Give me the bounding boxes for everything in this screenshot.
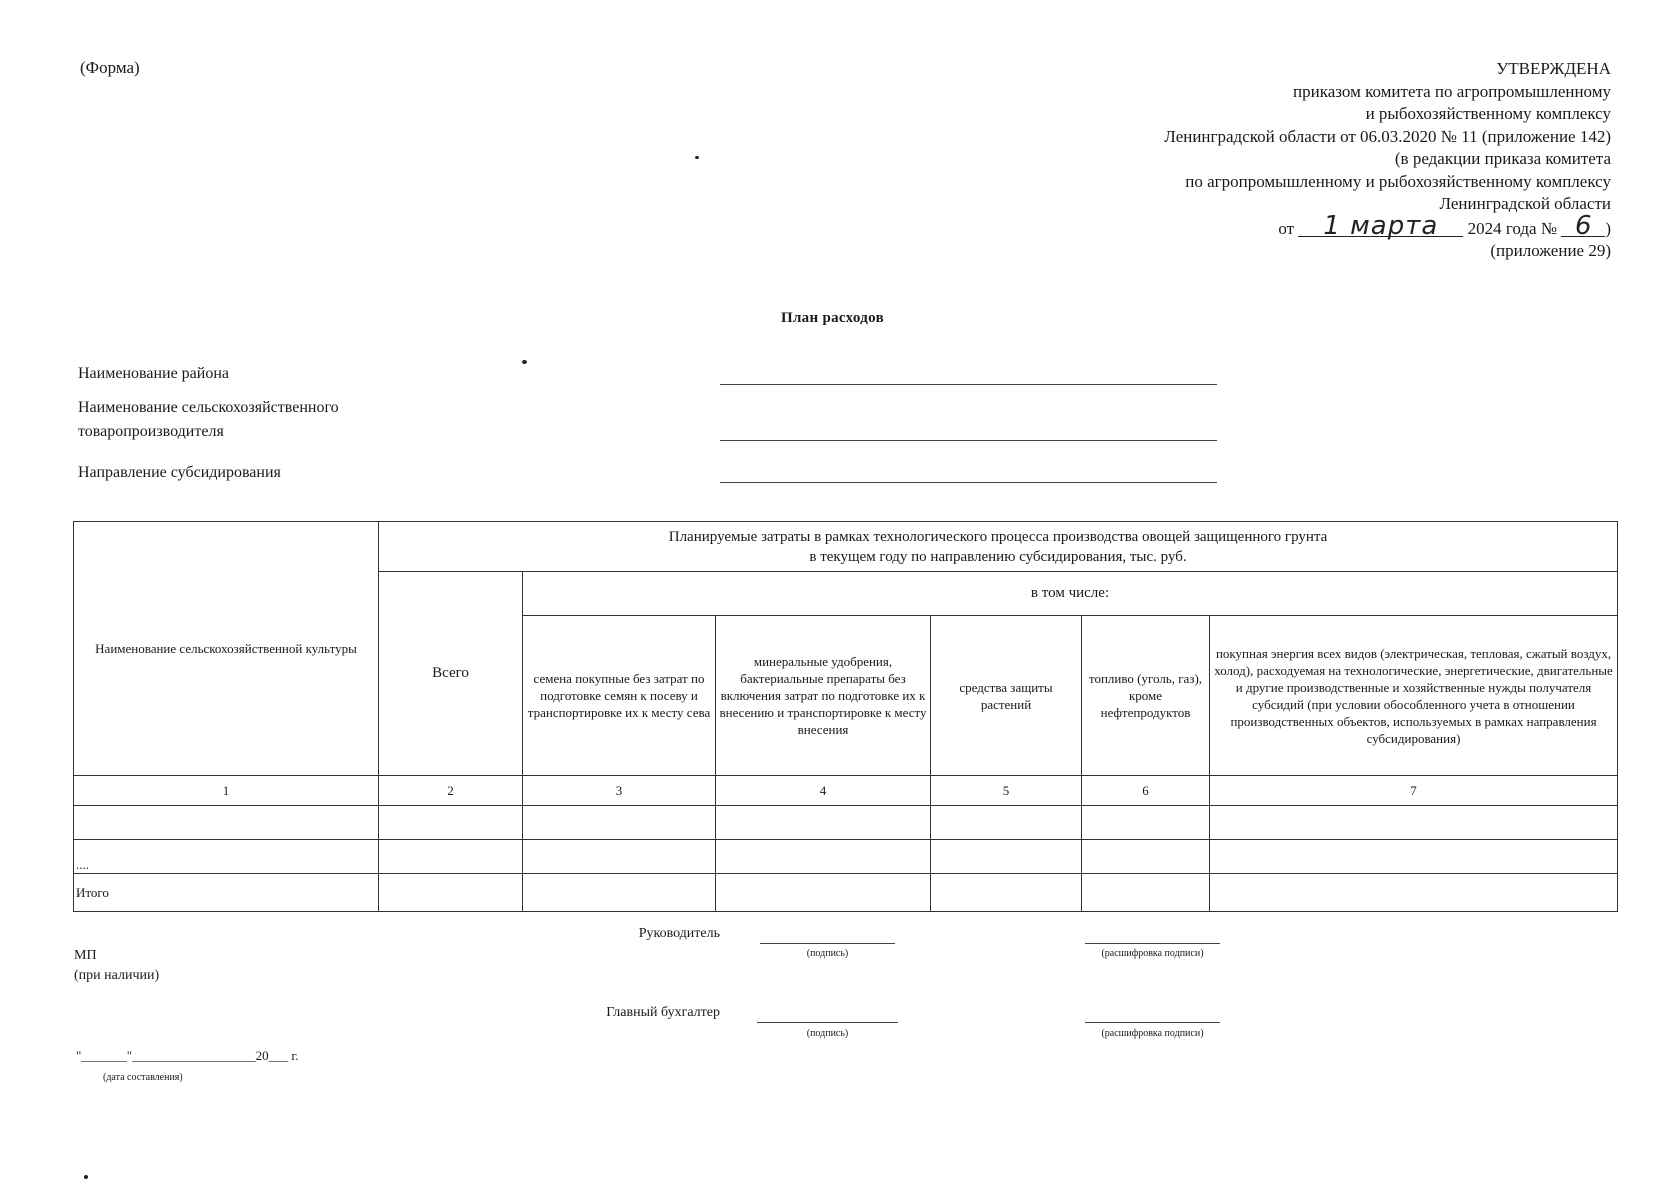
table-cell — [1082, 840, 1210, 874]
producer-label — [78, 396, 339, 444]
table-cell — [523, 840, 716, 874]
column-number: 1 — [74, 776, 379, 806]
table-cell — [931, 840, 1082, 874]
direction-label: Направление субсидирования — [78, 464, 281, 481]
producer-label-line1: Наименование сельскохозяйственного — [78, 399, 339, 416]
approval-line: (в редакции приказа комитета — [1394, 149, 1611, 168]
district-field — [720, 384, 1217, 385]
head-role-label: Руководитель — [638, 926, 720, 941]
producer-label-line2: товаропроизводителя — [78, 423, 224, 440]
total-row-label: Итого — [74, 874, 379, 912]
table-cell — [74, 806, 379, 840]
stamp-label — [74, 946, 159, 986]
header-planned-costs-line1: Планируемые затраты в рамках технологического процесса производства овощей защищенного грунта — [668, 528, 1328, 545]
district-label: Наименование района — [78, 365, 230, 382]
form-label: (Форма) — [80, 58, 140, 77]
column-number: 3 — [523, 776, 716, 806]
head-signature-line — [760, 943, 895, 944]
stamp-label-line2: (при наличии) — [74, 968, 160, 983]
accountant-signature-caption: (подпись) — [806, 1028, 849, 1039]
table-cell — [1210, 840, 1618, 874]
column-number: 7 — [1210, 776, 1618, 806]
column-number: 5 — [931, 776, 1082, 806]
head-signature-caption: (подпись) — [806, 948, 849, 959]
header-col-seeds: семена покупные без затрат по подготовке семян к посеву и транспортировке их к месту сева — [523, 616, 716, 776]
handwritten-date: 1 марта — [1298, 216, 1463, 237]
producer-field — [720, 440, 1217, 441]
table-cell — [716, 840, 931, 874]
approval-line: Ленинградской области от 06.03.2020 № 11 (приложение 142) — [1164, 126, 1611, 146]
header-total: Всего — [379, 572, 523, 776]
compilation-date-caption: (дата составления) — [103, 1072, 183, 1083]
approval-line: по агропромышленному и рыбохозяйственному комплексу — [1185, 171, 1611, 191]
accountant-decode-line — [1085, 1022, 1220, 1023]
head-decode-caption: (расшифровка подписи) — [1101, 948, 1204, 959]
column-number: 4 — [716, 776, 931, 806]
scan-speck — [522, 360, 527, 364]
table-cell — [716, 874, 931, 912]
direction-field — [720, 482, 1217, 483]
accountant-role-label: Главный бухгалтер — [606, 1005, 720, 1020]
head-decode-line — [1085, 943, 1220, 944]
approval-date-line — [911, 210, 1611, 241]
header-col-energy: покупная энергия всех видов (электрическая, тепловая, сжатый воздух, холод), расходуемая на технологические, энергетические, двигательные и другие производственные и хозяйственные нужды получателя субсидий (при условии обособленного учета в отношении производственных объектов, используемых в рамках направления субсидирования) — [1210, 616, 1618, 776]
table-row — [74, 806, 1618, 840]
scan-speck — [84, 1175, 88, 1179]
scan-speck — [695, 156, 699, 159]
table-row — [74, 840, 1618, 874]
approval-line: УТВЕРЖДЕНА — [1496, 59, 1611, 78]
row-ellipsis-label: .... — [74, 840, 379, 874]
header-planned-costs-line2: в текущем году по направлению субсидирования, тыс. руб. — [809, 548, 1187, 565]
expense-plan-table — [73, 521, 1618, 912]
header-col-fertilizers: минеральные удобрения, бактериальные препараты без включения затрат по подготовке их к внесению и транспортировке к месту внесения — [716, 616, 931, 776]
header-planned-costs — [379, 522, 1618, 572]
approval-line: (приложение 29) — [1490, 241, 1611, 260]
table-cell — [379, 840, 523, 874]
table-cell — [523, 806, 716, 840]
column-number: 2 — [379, 776, 523, 806]
compilation-date-line: "_______"___________________20___ г. — [76, 1048, 299, 1063]
stamp-label-line1: МП — [74, 948, 97, 963]
document-title: План расходов — [781, 310, 884, 326]
table-cell — [379, 874, 523, 912]
table-cell — [523, 874, 716, 912]
approval-line: и рыбохозяйственному комплексу — [1365, 104, 1611, 123]
header-col-fuel: топливо (уголь, газ), кроме нефтепродуктов — [1082, 616, 1210, 776]
approval-block — [911, 58, 1611, 263]
approval-close-paren: ) — [1605, 218, 1611, 238]
table-cell — [1082, 806, 1210, 840]
approval-from-prefix: от — [1278, 218, 1295, 238]
column-number: 6 — [1082, 776, 1210, 806]
accountant-signature-line — [757, 1022, 898, 1023]
table-cell — [931, 874, 1082, 912]
accountant-decode-caption: (расшифровка подписи) — [1101, 1028, 1204, 1039]
header-crop-name: Наименование сельскохозяйственной культуры — [74, 522, 379, 776]
table-cell — [716, 806, 931, 840]
table-cell — [1210, 806, 1618, 840]
approval-year-text: 2024 года № — [1467, 218, 1558, 238]
header-col-plant-protection: средства защиты растений — [931, 616, 1082, 776]
header-including: в том числе: — [523, 572, 1618, 616]
table-cell — [1082, 874, 1210, 912]
table-row-total — [74, 874, 1618, 912]
approval-line: Ленинградской области — [1439, 194, 1611, 213]
table-cell — [1210, 874, 1618, 912]
handwritten-number: 6 — [1561, 216, 1605, 237]
table-cell — [931, 806, 1082, 840]
approval-line: приказом комитета по агропромышленному — [1293, 81, 1611, 101]
table-cell — [379, 806, 523, 840]
